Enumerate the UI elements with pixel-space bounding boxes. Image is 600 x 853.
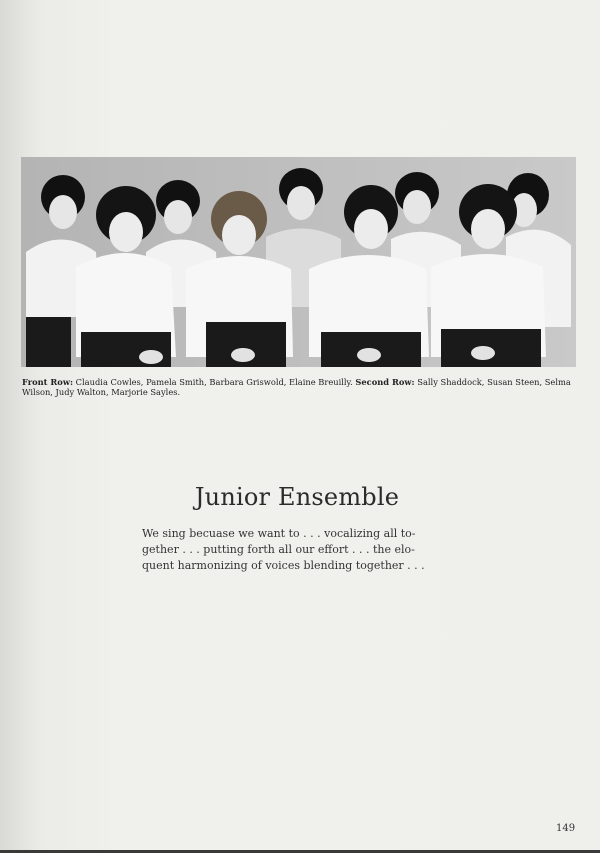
group-photo: [21, 157, 576, 367]
front-row-names: Claudia Cowles, Pamela Smith, Barbara Griswold, Elaine Breuilly.: [73, 377, 356, 387]
page-title: Junior Ensemble: [194, 483, 400, 511]
body-line: gether . . . putting forth all our effort . . . the elo-: [142, 543, 415, 556]
page-number: 149: [556, 823, 576, 834]
photo-caption: [22, 377, 578, 397]
second-row-label: Second Row:: [355, 377, 415, 387]
body-line: We sing becuase we want to . . . vocalizing all to-: [142, 527, 416, 540]
second-row-names: Sally Shaddock, Susan Steen, Selma Wilson, Judy Walton, Marjorie Sayles.: [22, 377, 571, 397]
body-line: quent harmonizing of voices blending together . . .: [142, 559, 425, 572]
group-photo-icon: [21, 157, 576, 367]
front-row-label: Front Row:: [22, 377, 74, 387]
body-paragraph: [142, 526, 442, 574]
